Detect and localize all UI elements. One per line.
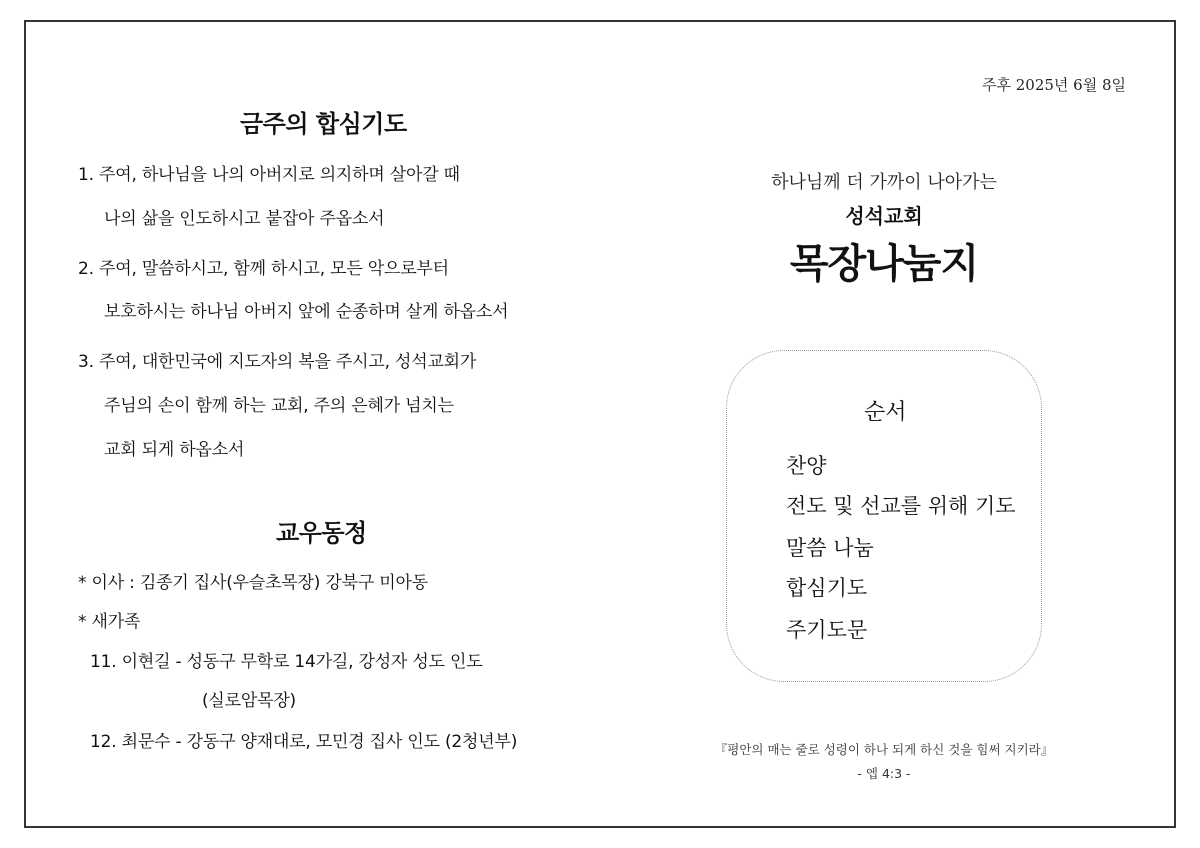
order-title: 순서 <box>864 400 907 425</box>
news-line: 11. 이현길 - 성동구 무학로 14가길, 강성자 성도 인도 <box>90 652 483 672</box>
news-line: * 이사 : 김종기 집사(우슬초목장) 강북구 미아동 <box>78 573 428 593</box>
news-line: 12. 최문수 - 강동구 양재대로, 모민경 집사 인도 (2청년부) <box>90 732 518 752</box>
prayer-line: 2. 주여, 말씀하시고, 함께 하시고, 모든 악으로부터 <box>78 259 449 279</box>
order-item: 주기도문 <box>786 618 868 642</box>
cover-subtitle: 하나님께 더 가까이 나아가는 <box>771 172 997 193</box>
news-line: (실로암목장) <box>202 691 296 711</box>
prayer-line: 1. 주여, 하나님을 나의 아버지로 의지하며 살아갈 때 <box>78 165 460 185</box>
bulletin-title: 목장나눔지 <box>789 241 979 287</box>
prayer-title: 금주의 합심기도 <box>240 110 407 138</box>
prayer-line: 3. 주여, 대한민국에 지도자의 복을 주시고, 성석교회가 <box>78 352 477 372</box>
prayer-line: 교회 되게 하옵소서 <box>104 440 245 460</box>
order-item: 찬양 <box>786 454 827 478</box>
order-item: 전도 및 선교를 위해 기도 <box>786 494 1016 518</box>
news-title: 교우동정 <box>276 519 367 547</box>
order-item: 합심기도 <box>786 576 868 600</box>
order-item: 말씀 나눔 <box>786 536 874 560</box>
prayer-line: 나의 삶을 인도하시고 붙잡아 주옵소서 <box>104 209 385 229</box>
prayer-line: 주님의 손이 함께 하는 교회, 주의 은혜가 넘치는 <box>104 396 454 416</box>
scripture-verse: 『평안의 매는 줄로 성령이 하나 되게 하신 것을 힘써 지키라』 <box>714 742 1054 757</box>
news-line: * 새가족 <box>78 612 141 632</box>
prayer-line: 보호하시는 하나님 아버지 앞에 순종하며 살게 하옵소서 <box>104 302 509 322</box>
church-name: 성석교회 <box>845 204 923 228</box>
scripture-reference: - 엡 4:3 - <box>857 766 911 781</box>
date: 주후 2025년 6월 8일 <box>982 76 1127 94</box>
